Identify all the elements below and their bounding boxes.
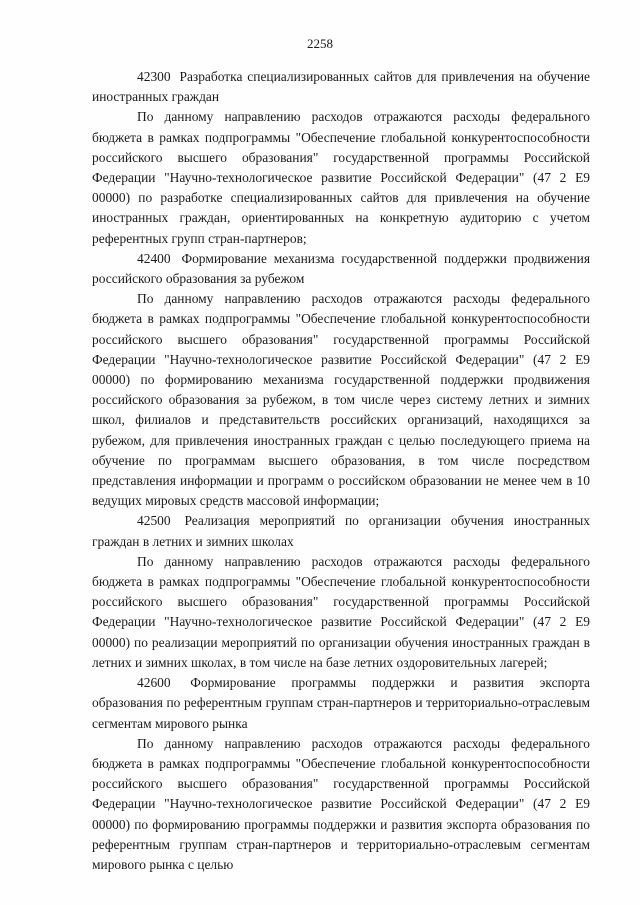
section-heading-42500 (92, 511, 590, 551)
section-code: 42600 (137, 675, 171, 691)
section-title: Формирование программы поддержки и развития экспорта образования по референтным группам стран-партнеров и территориально-отраслевым сегментам мирового рынка (92, 675, 591, 731)
section-paragraph-42400: По данному направлению расходов отражаются расходы федерального бюджета в рамках подпрограммы "Обеспечение глобальной конкурентоспособности российского высшего образования" государственной программы Российской Федерации "Научно-технологическое развитие Российской Федерации" (47 2 Е9 00000) по формированию механизма государственной поддержки продвижения российского образования за рубежом, в том числе через систему летних и зимних школ, филиалов и представительств российских организаций, находящихся за рубежом, для привлечения иностранных граждан с целью последующего приема на обучение по программам высшего образования, в том числе посредством представления информации и программ о российском образовании не менее чем в 10 ведущих мировых средств массовой информации; (92, 291, 590, 509)
section-heading-42400 (92, 249, 590, 289)
section-title: Разработка специализированных сайтов для привлечения на обучение иностранных граждан (92, 69, 590, 105)
section-paragraph-42300: По данному направлению расходов отражаются расходы федерального бюджета в рамках подпрограммы "Обеспечение глобальной конкурентоспособности российского высшего образования" государственной программы Российской Федерации "Научно-технологическое развитие Российской Федерации" (47 2 Е9 00000) по разработке специализированных сайтов для привлечения на обучение иностранных граждан, ориентированных на конкретную аудиторию с учетом референтных групп стран-партнеров; (92, 109, 590, 246)
section-heading-42600 (92, 673, 590, 734)
section-code: 42500 (137, 513, 171, 529)
document-body (92, 67, 590, 875)
section-title: Реализация мероприятий по организации обучения иностранных граждан в летних и зимних школах (92, 513, 591, 549)
section-code: 42300 (137, 69, 171, 84)
section-title: Формирование механизма государственной поддержки продвижения российского образования за рубежом (92, 250, 590, 287)
section-paragraph-42600: По данному направлению расходов отражаются расходы федерального бюджета в рамках подпрограммы "Обеспечение глобальной конкурентоспособности российского высшего образования" государственной программы Российской Федерации "Научно-технологическое развитие Российской Федерации" (47 2 Е9 00000) по формированию программы поддержки и развития экспорта образования по референтным группам стран-партнеров и территориально-отраслевым сегментам мирового рынка с целью (92, 735, 590, 872)
section-paragraph-42500: По данному направлению расходов отражаются расходы федерального бюджета в рамках подпрограммы "Обеспечение глобальной конкурентоспособности российского высшего образования" государственной программы Российской Федерации "Научно-технологическое развитие Российской Федерации" (47 2 Е9 00000) по реализации мероприятий по организации обучения иностранных граждан в летних и зимних школах, в том числе на базе летних оздоровительных лагерей; (92, 553, 590, 670)
section-heading-42300 (92, 67, 590, 107)
section-code: 42400 (137, 250, 171, 266)
page-number: 2258 (307, 36, 333, 51)
